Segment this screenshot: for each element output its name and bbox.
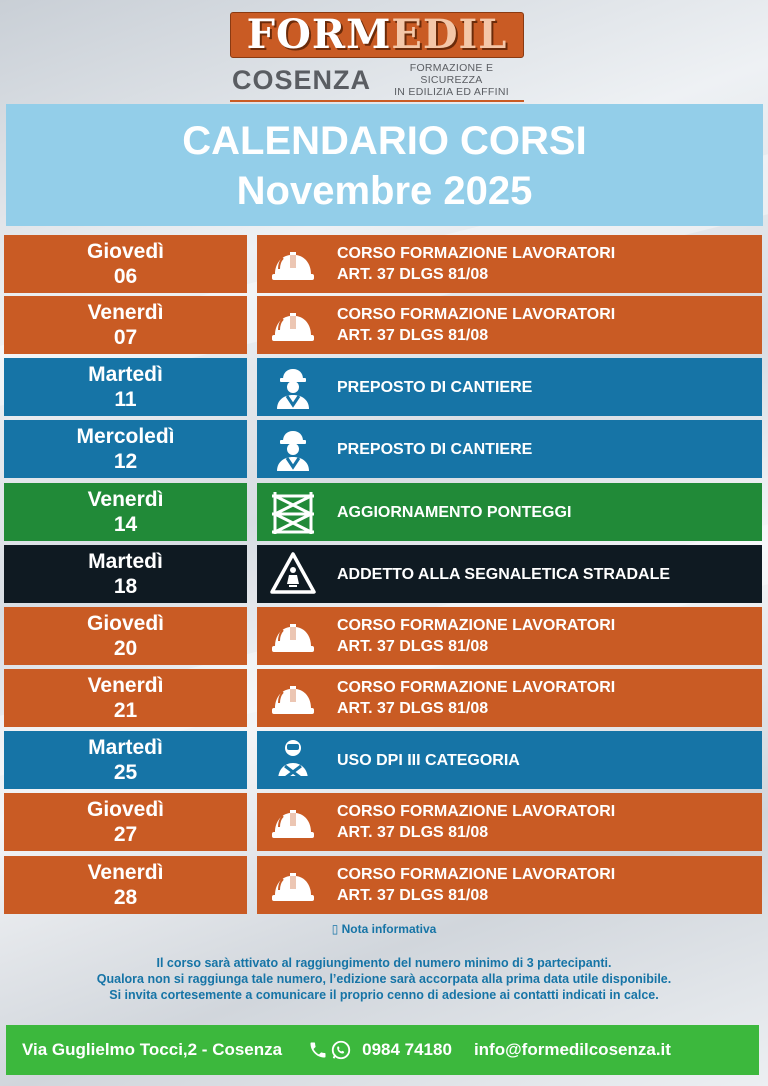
course-row	[4, 358, 762, 416]
course-title: AGGIORNAMENTO PONTEGGI	[337, 503, 572, 521]
course-weekday: Martedì	[88, 363, 163, 386]
logo-word-a: FORM	[246, 11, 392, 58]
course-day-number: 07	[113, 326, 138, 349]
course-subtitle: ART. 37 DLGS 81/08	[337, 327, 489, 344]
footer-email[interactable]: info@formedilcosenza.it	[473, 1040, 671, 1059]
course-info	[257, 358, 762, 416]
logo-tagline-2: IN EDILIZIA ED AFFINI	[394, 86, 509, 98]
course-title: CORSO FORMAZIONE LAVORATORI	[337, 617, 616, 634]
course-weekday: Venerdì	[87, 861, 164, 884]
phone-icon	[308, 1040, 328, 1060]
hard-hat-icon	[269, 240, 317, 288]
course-date	[4, 235, 247, 293]
course-weekday: Martedì	[88, 550, 163, 573]
harness-worker-icon	[269, 736, 317, 784]
scaffold-icon	[269, 488, 317, 536]
course-subtitle: ART. 37 DLGS 81/08	[337, 638, 489, 655]
course-day-number: 06	[113, 265, 138, 288]
course-title: USO DPI III CATEGORIA	[337, 751, 520, 769]
course-title: PREPOSTO DI CANTIERE	[337, 378, 533, 396]
logo-city: COSENZA	[232, 64, 372, 95]
course-weekday: Venerdì	[87, 488, 164, 511]
logo-wordmark	[230, 12, 524, 58]
course-info	[257, 793, 762, 851]
note-label: ▯ Nota informativa	[331, 922, 437, 936]
course-date	[4, 545, 247, 603]
hard-hat-icon	[269, 798, 317, 846]
logo-underline	[230, 100, 524, 102]
course-info	[257, 296, 762, 354]
course-day-number: 11	[114, 388, 137, 411]
course-row	[4, 793, 762, 851]
course-day-number: 28	[113, 886, 138, 909]
hard-hat-icon	[269, 301, 317, 349]
course-row	[4, 731, 762, 789]
course-title: CORSO FORMAZIONE LAVORATORI	[337, 306, 616, 323]
course-weekday: Giovedì	[86, 798, 165, 821]
whatsapp-icon	[330, 1039, 352, 1061]
note-line-1: Il corso sarà attivato al raggiungimento del numero minimo di 3 partecipanti.	[156, 956, 612, 970]
course-info	[257, 545, 762, 603]
page-title: CALENDARIO CORSI	[182, 119, 587, 163]
course-info	[257, 420, 762, 478]
course-subtitle: ART. 37 DLGS 81/08	[337, 700, 489, 717]
logo-tagline-1: FORMAZIONE E SICUREZZA	[409, 62, 494, 86]
course-info	[257, 731, 762, 789]
course-row	[4, 483, 762, 541]
course-date	[4, 358, 247, 416]
course-weekday: Martedì	[88, 736, 163, 759]
course-day-number: 12	[113, 450, 138, 473]
course-info	[257, 483, 762, 541]
course-day-number: 25	[113, 761, 138, 784]
course-weekday: Mercoledì	[76, 425, 175, 448]
worker-icon	[269, 363, 317, 411]
course-date	[4, 793, 247, 851]
course-subtitle: ART. 37 DLGS 81/08	[337, 887, 489, 904]
note-line-2: Qualora non si raggiunga tale numero, l’edizione sarà accorpata alla prima data utile disponibile.	[96, 972, 672, 986]
course-info	[257, 607, 762, 665]
course-date	[4, 856, 247, 914]
page-header	[6, 104, 763, 226]
course-subtitle: ART. 37 DLGS 81/08	[337, 266, 489, 283]
course-info	[257, 856, 762, 914]
course-row	[4, 235, 762, 293]
course-date	[4, 669, 247, 727]
course-day-number: 20	[113, 637, 138, 660]
course-weekday: Venerdì	[87, 674, 164, 697]
hard-hat-icon	[269, 861, 317, 909]
formedil-logo	[230, 12, 524, 98]
course-row	[4, 669, 762, 727]
contact-footer	[6, 1025, 759, 1075]
footer-phone[interactable]: 0984 74180	[362, 1040, 452, 1059]
course-title: ADDETTO ALLA SEGNALETICA STRADALE	[337, 565, 671, 583]
course-row	[4, 296, 762, 354]
note-line-3: Si invita cortesemente a comunicare il proprio cenno di adesione ai contatti indicati in calce.	[109, 988, 659, 1002]
page-subtitle: Novembre 2025	[236, 169, 533, 213]
course-day-number: 27	[113, 823, 138, 846]
course-row	[4, 607, 762, 665]
note-text	[0, 955, 768, 1003]
course-title: CORSO FORMAZIONE LAVORATORI	[337, 245, 616, 262]
footer-phone-group	[308, 1039, 452, 1061]
course-weekday: Giovedì	[86, 612, 165, 635]
course-date	[4, 483, 247, 541]
course-title: CORSO FORMAZIONE LAVORATORI	[337, 866, 616, 883]
hard-hat-icon	[269, 674, 317, 722]
course-title: CORSO FORMAZIONE LAVORATORI	[337, 803, 616, 820]
footer-address: Via Guglielmo Tocci,2 - Cosenza	[22, 1040, 283, 1059]
logo-tagline	[379, 62, 524, 98]
course-title: PREPOSTO DI CANTIERE	[337, 440, 533, 458]
course-day-number: 21	[113, 699, 138, 722]
course-day-number: 14	[113, 513, 138, 536]
hard-hat-icon	[269, 612, 317, 660]
course-date	[4, 731, 247, 789]
course-date	[4, 420, 247, 478]
course-date	[4, 296, 247, 354]
logo-word-b: EDIL	[391, 11, 508, 58]
course-info	[257, 235, 762, 293]
course-title: CORSO FORMAZIONE LAVORATORI	[337, 679, 616, 696]
course-subtitle: ART. 37 DLGS 81/08	[337, 824, 489, 841]
course-row	[4, 420, 762, 478]
course-weekday: Giovedì	[86, 240, 165, 263]
course-day-number: 18	[113, 575, 138, 598]
course-info	[257, 669, 762, 727]
road-sign-icon	[269, 550, 317, 598]
course-date	[4, 607, 247, 665]
course-weekday: Venerdì	[87, 301, 164, 324]
course-row	[4, 545, 762, 603]
course-row	[4, 856, 762, 914]
worker-icon	[269, 425, 317, 473]
